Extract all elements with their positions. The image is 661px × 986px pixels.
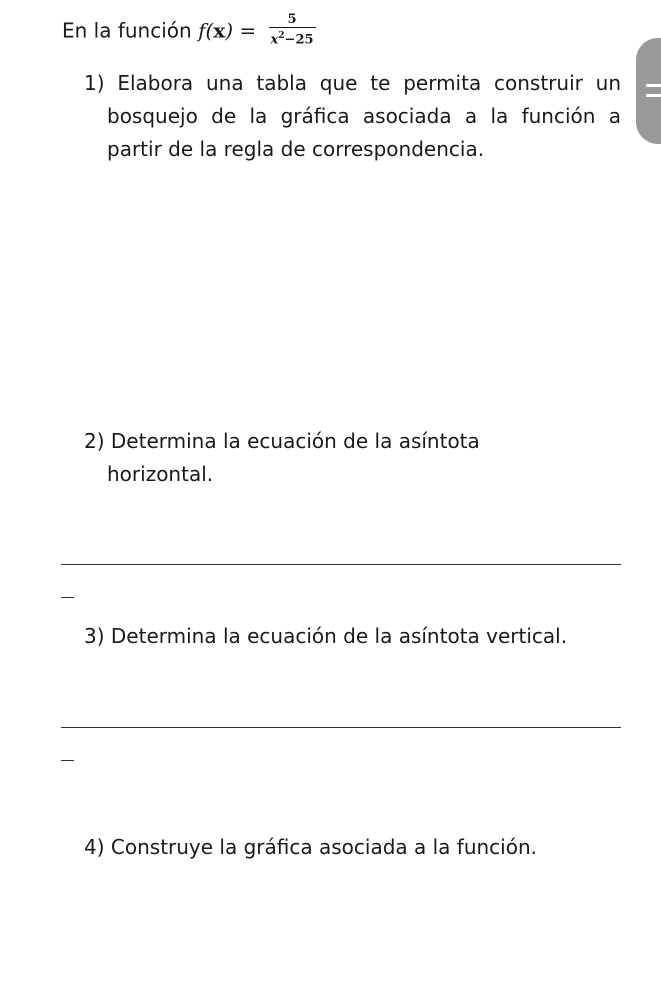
question-2-line-2: horizontal. [107,462,214,486]
denominator-constant: −25 [284,32,314,48]
question-2 [84,425,480,491]
function-fraction [269,12,316,48]
question-number: 3) [84,624,105,648]
answer-line-dash [61,760,74,761]
function-formula: f(x) = [198,18,257,43]
answer-line-dash [61,597,74,598]
fraction-numerator: 5 [269,12,316,28]
question-2-line-1: 2) Determina la ecuación de la asíntota [84,429,480,453]
question-number: 1) [84,71,105,95]
question-number: 4) [84,835,105,859]
function-name: f [198,18,206,43]
equals-sign: = [239,18,257,43]
denominator-variable: x [270,32,279,48]
answer-line[interactable] [61,564,621,565]
answer-line[interactable] [61,727,621,728]
menu-handle-icon[interactable] [636,38,661,144]
question-1-line-3: partir de la regla de correspondencia. [107,137,485,161]
question-number: 2) [84,429,105,453]
menu-handle-bar [646,94,661,97]
intro-text: En la función [62,18,192,43]
question-4-line-1: 4) Construye la gráfica asociada a la función. [84,835,538,859]
question-3 [84,620,567,653]
question-3-line-1: 3) Determina la ecuación de la asíntota vertical. [84,624,568,648]
question-1-line-2: bosquejo de la gráfica asociada a la función a [107,104,621,128]
fraction-denominator [269,28,316,48]
question-1 [84,67,621,166]
function-statement [62,14,316,50]
function-variable: x [213,18,226,43]
menu-handle-bar [646,84,661,87]
question-4 [84,831,537,864]
question-1-line-1: 1) Elabora una tabla que te permita construir un [84,71,621,95]
denominator-exponent: 2 [278,31,285,41]
